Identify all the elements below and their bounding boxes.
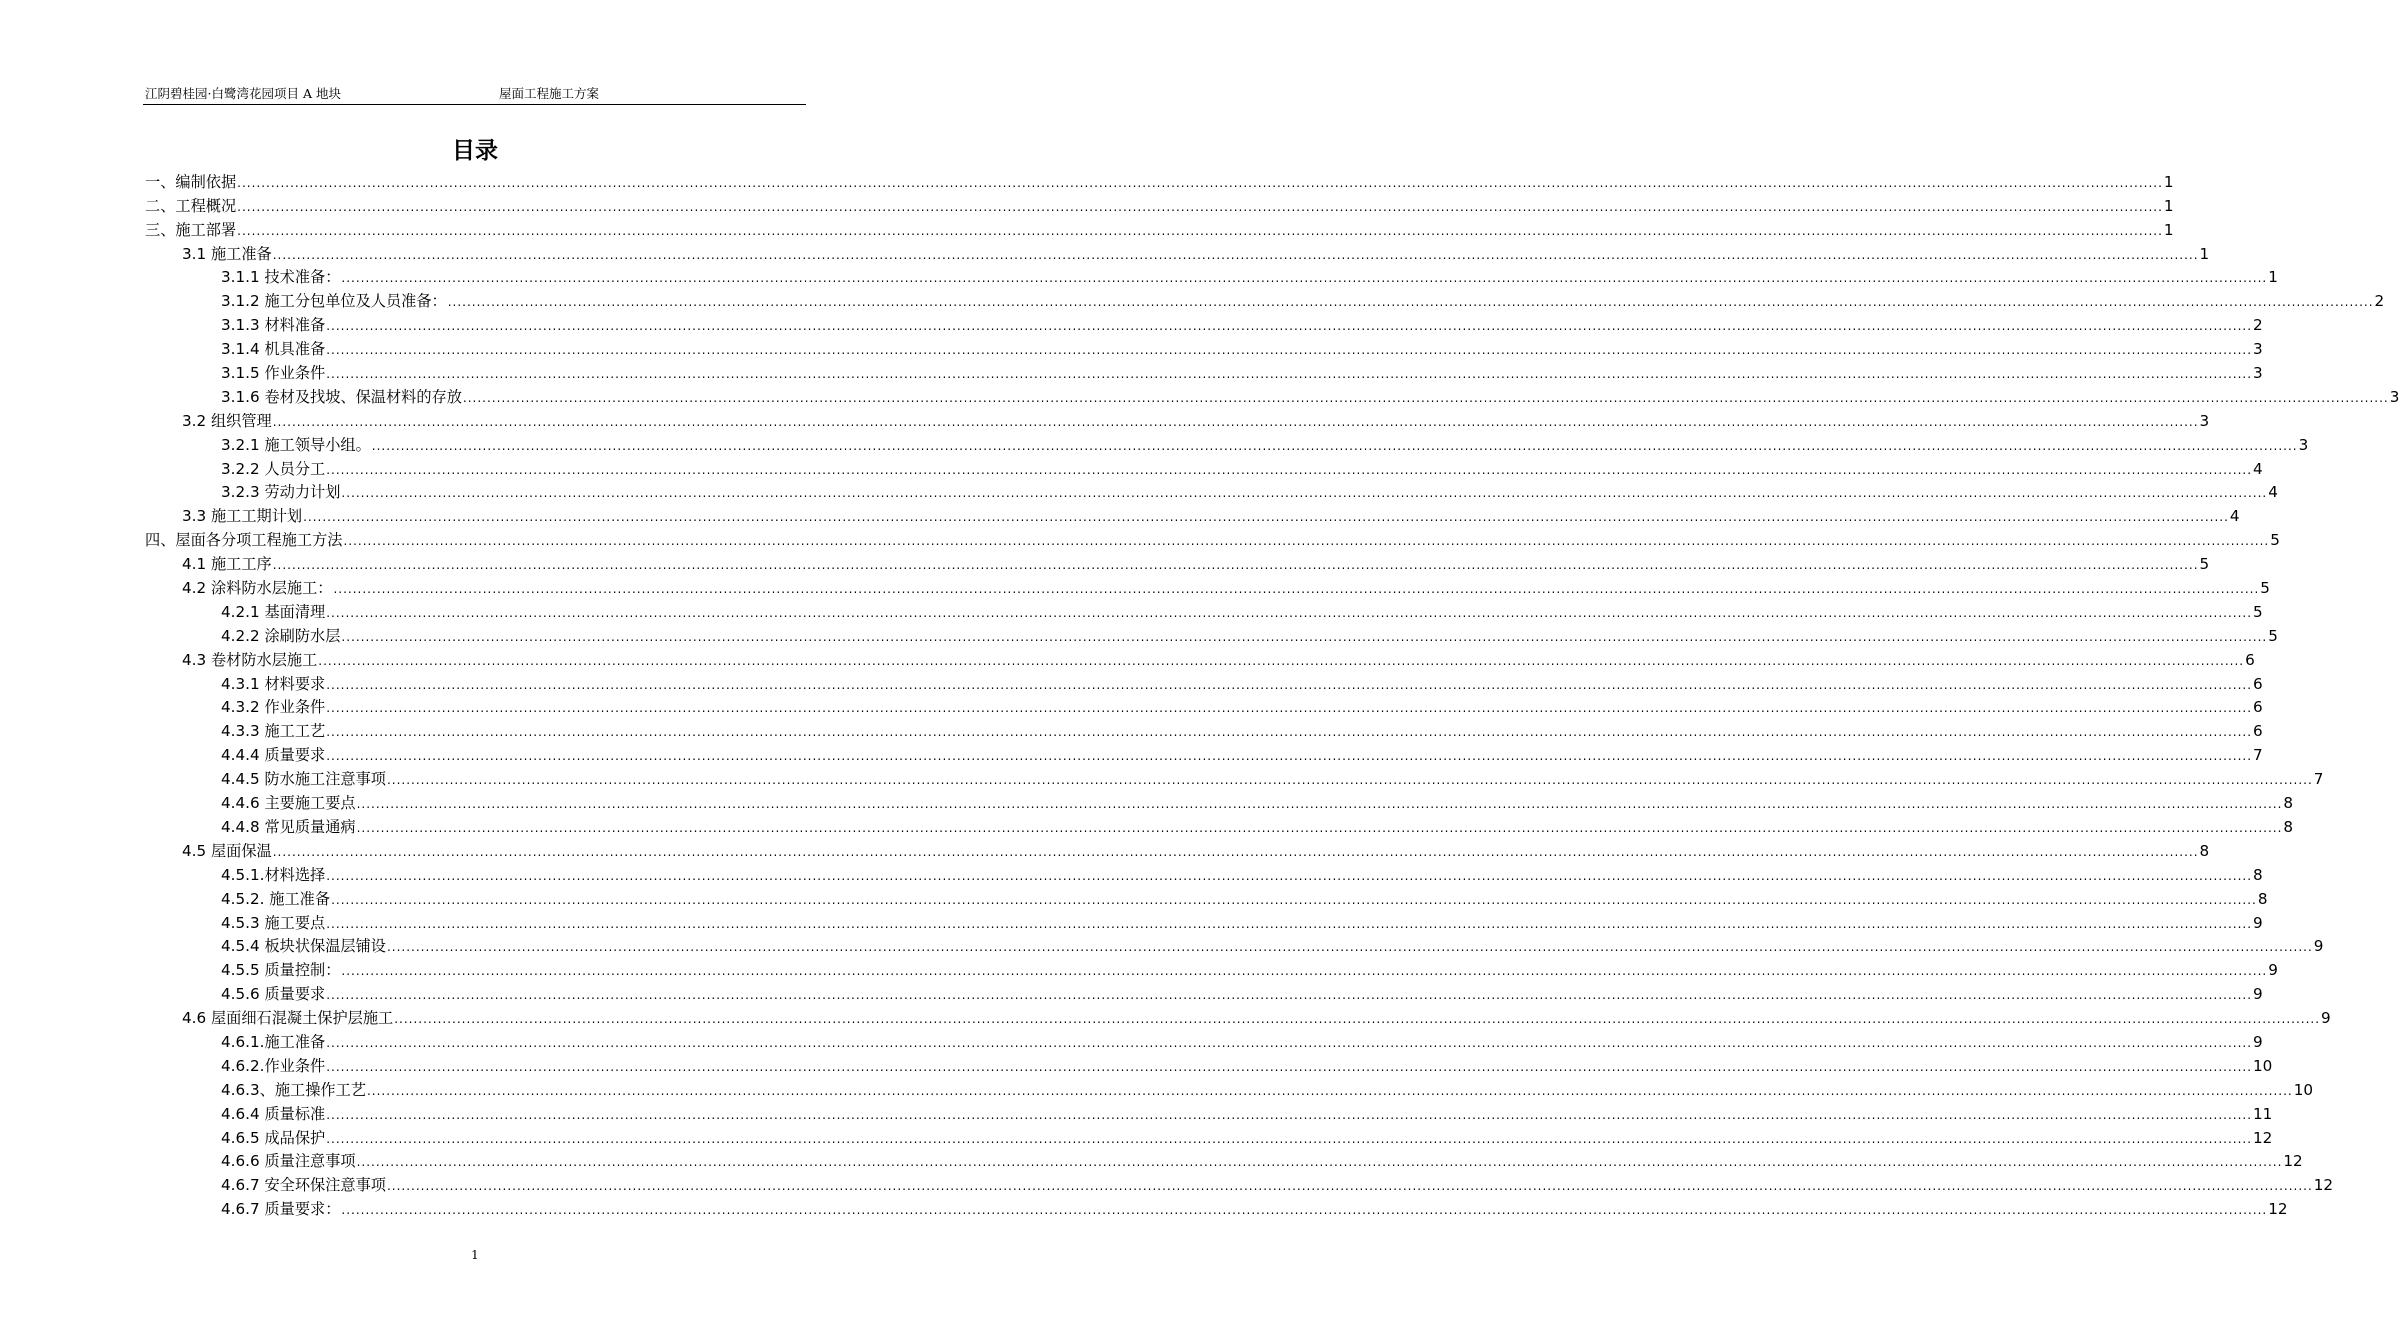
toc-entry[interactable] [145,981,2263,1005]
toc-dot-leader: ................................................................................................................................................................................................................................................................................................................................................................................................................ [326,1131,2253,1146]
toc-dot-leader: ................................................................................................................................................................................................................................................................................................................................................................................................................ [326,1059,2253,1074]
toc-entry[interactable] [145,1149,2303,1173]
toc-entry-title: 4.5.2. 施工准备 [221,889,331,908]
toc-entry-page: 1 [2163,172,2174,191]
toc-entry-page: 6 [2253,698,2263,717]
toc-dot-leader: ................................................................................................................................................................................................................................................................................................................................................................................................................ [326,677,2253,692]
toc-entry[interactable] [145,241,2210,265]
toc-dot-leader: ................................................................................................................................................................................................................................................................................................................................................................................................................ [326,1035,2253,1050]
toc-entry-page: 1 [2163,196,2174,215]
toc-entry[interactable] [145,599,2263,623]
toc-entry-title: 4.3.1 材料要求 [221,674,326,693]
toc-dot-leader: ................................................................................................................................................................................................................................................................................................................................................................................................................ [272,247,2199,262]
toc-entry[interactable] [145,934,2324,958]
toc-entry[interactable] [145,336,2263,360]
toc-entry[interactable] [145,718,2263,742]
toc-dot-leader: ................................................................................................................................................................................................................................................................................................................................................................................................................ [341,964,2268,979]
toc-entry-title: 3.3 施工工期计划 [182,507,303,526]
toc-dot-leader: ................................................................................................................................................................................................................................................................................................................................................................................................................ [386,1179,2313,1194]
toc-entry[interactable] [145,647,2255,671]
toc-entry-title: 4.4.8 常见质量通病 [221,817,356,836]
toc-entry-title: 4.6.2.作业条件 [221,1056,326,1075]
toc-dot-leader: ................................................................................................................................................................................................................................................................................................................................................................................................................ [272,558,2199,573]
toc-dot-leader: ................................................................................................................................................................................................................................................................................................................................................................................................................ [343,534,2270,549]
toc-dot-leader: ................................................................................................................................................................................................................................................................................................................................................................................................................ [356,1155,2283,1170]
toc-entry-page: 11 [2253,1104,2273,1123]
toc-entry-title: 4.3 卷材防水层施工 [182,650,318,669]
toc-entry-page: 4 [2268,483,2278,502]
toc-entry[interactable] [145,527,2280,551]
toc-entry-title: 3.1.4 机具准备 [221,340,326,359]
toc-entry[interactable] [145,169,2174,193]
toc-entry[interactable] [145,1101,2273,1125]
toc-entry-title: 4.3.2 作业条件 [221,698,326,717]
toc-dot-leader: ................................................................................................................................................................................................................................................................................................................................................................................................................ [326,916,2253,931]
toc-entry-title: 3.2 组织管理 [182,411,272,430]
toc-entry-title: 4.5.6 质量要求 [221,985,326,1004]
toc-entry-title: 4.6.1.施工准备 [221,1032,326,1051]
toc-dot-leader: ................................................................................................................................................................................................................................................................................................................................................................................................................ [333,582,2260,597]
toc-dot-leader: ................................................................................................................................................................................................................................................................................................................................................................................................................ [462,390,2389,405]
toc-entry-page: 9 [2253,913,2263,932]
toc-entry-title: 3.1.3 材料准备 [221,316,326,335]
toc-entry-title: 3.2.2 人员分工 [221,459,326,478]
toc-entry-page: 12 [2313,1176,2334,1195]
toc-entry-title: 4.5.3 施工要点 [221,913,326,932]
toc-entry[interactable] [145,288,2385,312]
toc-entry-title: 3.1.2 施工分包单位及人员准备： [221,292,447,311]
toc-entry[interactable] [145,695,2263,719]
toc-entry-page: 3 [2298,435,2309,454]
toc-entry[interactable] [145,838,2210,862]
toc-entry[interactable] [145,1172,2334,1196]
toc-entry-title: 4.3.3 施工工艺 [221,722,326,741]
toc-entry-page: 1 [2268,268,2278,287]
toc-entry-page: 2 [2253,316,2263,335]
toc-entry-title: 4.6.5 成品保护 [221,1128,326,1147]
toc-dot-leader: ................................................................................................................................................................................................................................................................................................................................................................................................................ [237,223,2163,238]
toc-entry[interactable] [145,1005,2331,1029]
toc-entry[interactable] [145,886,2268,910]
toc-entry-page: 9 [2268,961,2278,980]
toc-entry[interactable] [145,1077,2314,1101]
toc-entry-page: 4 [2229,507,2240,526]
toc-entry-title: 3.1.5 作业条件 [221,364,326,383]
toc-dot-leader: ................................................................................................................................................................................................................................................................................................................................................................................................................ [326,367,2253,382]
toc-entry-title: 4.6.6 质量注意事项 [221,1152,356,1171]
toc-entry-page: 8 [2253,865,2263,884]
toc-entry-title: 4.6.7 安全环保注意事项 [221,1176,386,1195]
toc-entry-title: 4.2.1 基面清理 [221,602,326,621]
toc-entry-page: 9 [2253,985,2263,1004]
toc-entry-title: 4.6.3、施工操作工艺 [221,1080,366,1099]
toc-entry[interactable] [145,957,2278,981]
toc-dot-leader: ................................................................................................................................................................................................................................................................................................................................................................................................................ [326,725,2253,740]
toc-entry-title: 4.6.7 质量要求： [221,1200,341,1219]
toc-entry-page: 10 [2293,1080,2314,1099]
header-document-title: 屋面工程施工方案 [499,86,600,101]
toc-dot-leader: ................................................................................................................................................................................................................................................................................................................................................................................................................ [356,820,2283,835]
toc-entry-page: 10 [2253,1056,2273,1075]
toc-entry-title: 4.2.2 涂刷防水层 [221,626,341,645]
toc-entry-page: 6 [2253,722,2263,741]
toc-entry[interactable] [145,193,2174,217]
toc-entry-page: 8 [2283,794,2294,813]
toc-dot-leader: ................................................................................................................................................................................................................................................................................................................................................................................................................ [341,629,2268,644]
toc-entry-page: 8 [2257,889,2268,908]
toc-entry-title: 4.5 屋面保温 [182,841,272,860]
toc-entry-title: 4.4.5 防水施工注意事项 [221,770,386,789]
toc-entry-page: 8 [2283,817,2294,836]
toc-dot-leader: ................................................................................................................................................................................................................................................................................................................................................................................................................ [326,462,2253,477]
toc-dot-leader: ................................................................................................................................................................................................................................................................................................................................................................................................................ [356,797,2283,812]
toc-entry-page: 7 [2313,770,2324,789]
toc-entry-page: 5 [2270,531,2280,550]
toc-entry[interactable] [145,503,2240,527]
toc-dot-leader: ................................................................................................................................................................................................................................................................................................................................................................................................................ [318,653,2245,668]
toc-entry-page: 4 [2253,459,2263,478]
toc-entry-title: 3.2.3 劳动力计划 [221,483,341,502]
toc-entry[interactable] [145,1053,2273,1077]
toc-entry[interactable] [145,623,2278,647]
toc-entry[interactable] [145,790,2294,814]
toc-entry-title: 4.4.6 主要施工要点 [221,794,356,813]
toc-entry-title: 3.2.1 施工领导小组。 [221,435,371,454]
toc-entry-title: 四、屋面各分项工程施工方法 [145,531,343,550]
toc-dot-leader: ................................................................................................................................................................................................................................................................................................................................................................................................................ [326,343,2253,358]
toc-dot-leader: ................................................................................................................................................................................................................................................................................................................................................................................................................ [237,175,2163,190]
toc-entry[interactable] [145,217,2174,241]
toc-entry-page: 9 [2313,937,2324,956]
toc-dot-leader: ................................................................................................................................................................................................................................................................................................................................................................................................................ [331,892,2257,907]
toc-entry[interactable] [145,1125,2273,1149]
toc-entry-page: 9 [2253,1032,2263,1051]
toc-entry[interactable] [145,456,2263,480]
table-of-contents [145,169,2399,1220]
toc-entry-title: 三、施工部署 [145,220,237,239]
toc-entry-page: 3 [2253,364,2263,383]
toc-entry[interactable] [145,910,2263,934]
toc-title: 目录 [452,138,498,164]
toc-entry[interactable] [145,862,2263,886]
toc-entry-page: 5 [2260,579,2270,598]
toc-entry-title: 4.5.4 板块状保温层铺设 [221,937,386,956]
toc-dot-leader: ................................................................................................................................................................................................................................................................................................................................................................................................................ [272,844,2199,859]
page-header [143,84,806,105]
toc-entry-page: 7 [2253,746,2263,765]
toc-entry[interactable] [145,1029,2263,1053]
toc-entry-page: 12 [2253,1128,2273,1147]
toc-entry-title: 4.4.4 质量要求 [221,746,326,765]
toc-entry[interactable] [145,814,2294,838]
toc-entry-page: 3 [2253,340,2263,359]
toc-entry-title: 3.1.1 技术准备： [221,268,341,287]
toc-entry[interactable] [145,432,2309,456]
toc-entry-title: 3.1.6 卷材及找坡、保温材料的存放 [221,387,462,406]
toc-entry-page: 1 [2199,244,2210,263]
toc-dot-leader: ................................................................................................................................................................................................................................................................................................................................................................................................................ [326,988,2253,1003]
toc-entry-page: 1 [2163,220,2174,239]
toc-entry[interactable] [145,360,2263,384]
page-number: 1 [471,1248,479,1262]
toc-dot-leader: ................................................................................................................................................................................................................................................................................................................................................................................................................ [386,940,2313,955]
toc-entry-title: 4.5.5 质量控制： [221,961,341,980]
toc-entry-page: 9 [2321,1009,2331,1028]
toc-entry-title: 4.2 涂料防水层施工： [182,579,333,598]
toc-dot-leader: ................................................................................................................................................................................................................................................................................................................................................................................................................ [326,749,2253,764]
toc-entry-title: 4.6.4 质量标准 [221,1104,326,1123]
toc-entry[interactable] [145,551,2210,575]
toc-dot-leader: ................................................................................................................................................................................................................................................................................................................................................................................................................ [326,868,2253,883]
toc-entry[interactable] [145,312,2263,336]
toc-dot-leader: ................................................................................................................................................................................................................................................................................................................................................................................................................ [326,605,2253,620]
toc-entry[interactable] [145,742,2263,766]
toc-dot-leader: ................................................................................................................................................................................................................................................................................................................................................................................................................ [303,510,2229,525]
toc-entry-page: 5 [2199,555,2210,574]
toc-dot-leader: ................................................................................................................................................................................................................................................................................................................................................................................................................ [341,486,2268,501]
header-project-name: 江阴碧桂园·白鹭湾花园项目 A 地块 [145,86,341,101]
toc-entry[interactable] [145,575,2270,599]
toc-entry-title: 4.6 屋面细石混凝土保护层施工 [182,1009,394,1028]
toc-entry-page: 5 [2253,602,2263,621]
toc-entry[interactable] [145,766,2324,790]
toc-entry-page: 2 [2374,292,2385,311]
toc-dot-leader: ................................................................................................................................................................................................................................................................................................................................................................................................................ [394,1012,2321,1027]
toc-entry-page: 3 [2389,387,2399,406]
toc-entry[interactable] [145,265,2278,289]
toc-entry[interactable] [145,408,2210,432]
toc-dot-leader: ................................................................................................................................................................................................................................................................................................................................................................................................................ [366,1083,2293,1098]
toc-dot-leader: ................................................................................................................................................................................................................................................................................................................................................................................................................ [386,773,2313,788]
toc-entry-title: 一、编制依据 [145,172,237,191]
toc-entry-title: 4.5.1.材料选择 [221,865,326,884]
toc-entry-page: 6 [2245,650,2255,669]
toc-entry-page: 5 [2268,626,2278,645]
toc-dot-leader: ................................................................................................................................................................................................................................................................................................................................................................................................................ [371,438,2298,453]
toc-dot-leader: ................................................................................................................................................................................................................................................................................................................................................................................................................ [341,1203,2268,1218]
toc-entry-page: 12 [2268,1200,2288,1219]
toc-dot-leader: ................................................................................................................................................................................................................................................................................................................................................................................................................ [326,319,2253,334]
toc-entry[interactable] [145,671,2263,695]
toc-dot-leader: ................................................................................................................................................................................................................................................................................................................................................................................................................ [237,199,2163,214]
toc-entry-page: 6 [2253,674,2263,693]
toc-entry-title: 4.1 施工工序 [182,555,272,574]
toc-entry-page: 3 [2199,411,2210,430]
toc-entry[interactable] [145,384,2399,408]
toc-entry-title: 二、工程概况 [145,196,237,215]
toc-entry[interactable] [145,1196,2288,1220]
toc-entry[interactable] [145,480,2278,504]
toc-dot-leader: ................................................................................................................................................................................................................................................................................................................................................................................................................ [326,701,2253,716]
toc-dot-leader: ................................................................................................................................................................................................................................................................................................................................................................................................................ [447,295,2374,310]
toc-dot-leader: ................................................................................................................................................................................................................................................................................................................................................................................................................ [341,271,2268,286]
toc-dot-leader: ................................................................................................................................................................................................................................................................................................................................................................................................................ [272,414,2199,429]
toc-entry-page: 8 [2199,841,2210,860]
toc-entry-page: 12 [2283,1152,2303,1171]
toc-dot-leader: ................................................................................................................................................................................................................................................................................................................................................................................................................ [326,1107,2253,1122]
toc-entry-title: 3.1 施工准备 [182,244,272,263]
